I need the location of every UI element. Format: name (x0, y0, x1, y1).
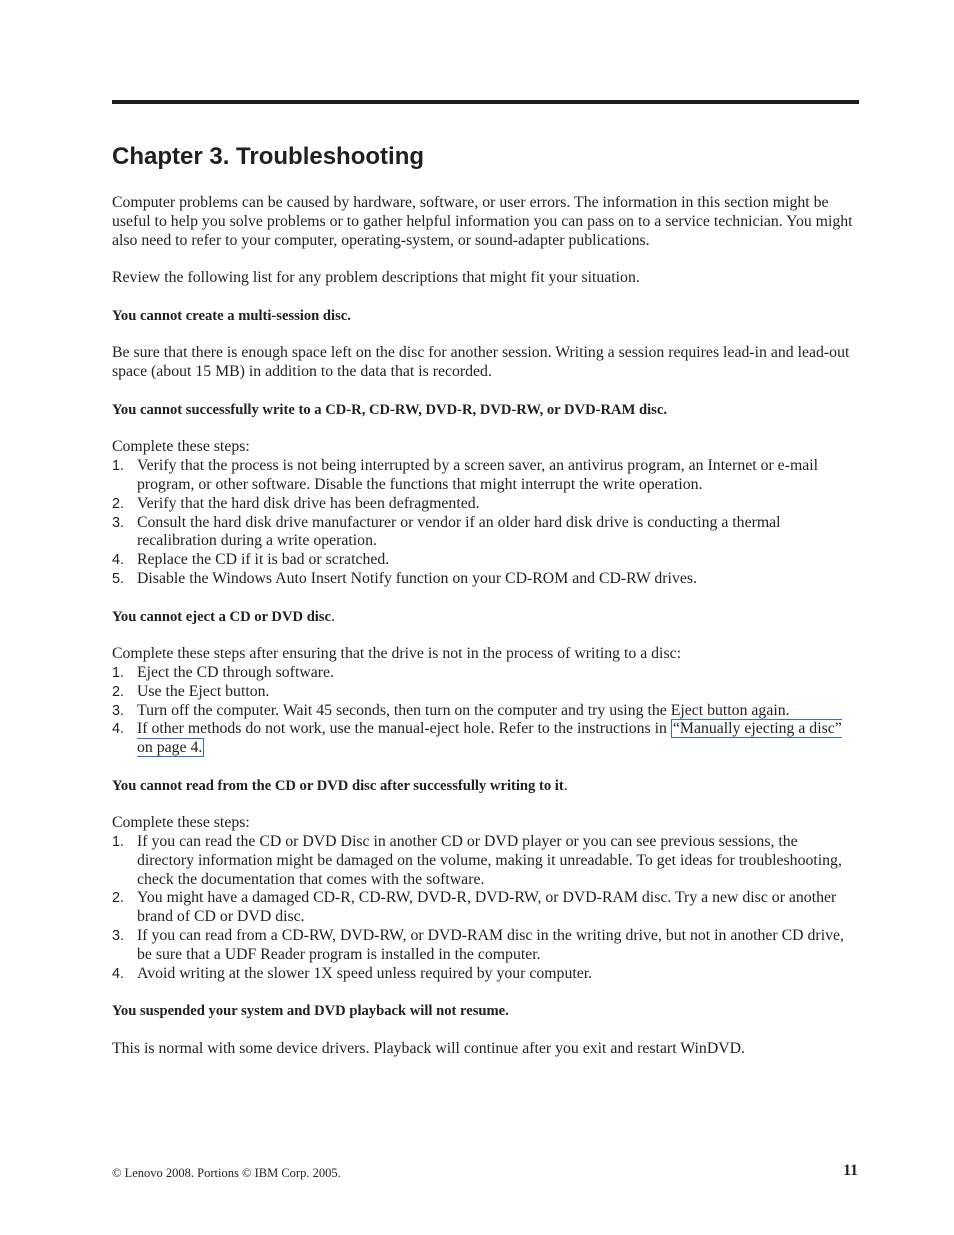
list-item: 2. Use the Eject button. (112, 682, 270, 700)
section-heading: You cannot eject a CD or DVD disc. (112, 607, 335, 625)
section-text: Complete these steps: (112, 814, 250, 832)
section-text: Complete these steps: (112, 438, 250, 456)
section-text: Complete these steps after ensuring that the drive is not in the process of writing to a disc: (112, 645, 681, 663)
list-item: 4. Replace the CD if it is bad or scratched. (112, 551, 390, 569)
section-heading: You cannot create a multi-session disc. (112, 307, 351, 324)
steps-list (112, 664, 858, 758)
manual-eject-link[interactable]: “Manually ejecting a disc” on page 4. (137, 720, 842, 757)
list-item: 3. If you can read from a CD-RW, DVD-RW, or DVD-RAM disc in the writing drive, but not in another CD drive, be sure that a UDF Reader program is installed in the computer. (112, 927, 844, 963)
page-number: 11 (843, 1162, 858, 1179)
list-item: 3. Turn off the computer. Wait 45 seconds, then turn on the computer and try using the Eject button again. (112, 701, 790, 719)
section-heading: You cannot successfully write to a CD-R, CD-RW, DVD-R, DVD-RW, or DVD-RAM disc. (112, 401, 667, 418)
intro-paragraph: Computer problems can be caused by hardware, software, or user errors. The information in this section might be useful to help you solve problems or to gather helpful information you can pass on to a service technician. You might also need to refer to your computer, operating-system, or sound-adapter publications. (112, 194, 853, 249)
section-heading: You cannot read from the CD or DVD disc after successfully writing to it. (112, 776, 568, 794)
list-item: 4. If other methods do not work, use the manual-eject hole. Refer to the instructions in “Manually ejecting a disc” on page 4. (112, 720, 842, 757)
chapter-body (112, 194, 858, 1059)
footer-copyright: © Lenovo 2008. Portions © IBM Corp. 2005. (112, 1166, 341, 1180)
section-text: This is normal with some device drivers. Playback will continue after you exit and restart WinDVD. (112, 1039, 745, 1057)
intro-paragraph: Review the following list for any problem descriptions that might fit your situation. (112, 269, 640, 287)
section-text: Be sure that there is enough space left on the disc for another session. Writing a session requires lead-in and lead-out space (about 15 MB) in addition to the data that is recorded. (112, 344, 850, 381)
list-item: 3. Consult the hard disk drive manufacturer or vendor if an older hard disk drive is conducting a thermal recalibration during a write operation. (112, 513, 781, 550)
steps-list (112, 833, 858, 983)
list-item: 1. Verify that the process is not being interrupted by a screen saver, an antivirus program, an Internet or e-mail program, or other software. Disable the functions that might interrupt the write operation. (112, 457, 819, 493)
list-item: 2. Verify that the hard disk drive has been defragmented. (112, 494, 480, 512)
list-item: 2. You might have a damaged CD-R, CD-RW, DVD-R, DVD-RW, or DVD-RAM disc. Try a new disc or another brand of CD or DVD disc. (112, 889, 837, 926)
list-item: 1. If you can read the CD or DVD Disc in another CD or DVD player or you can see previous sessions, the directory information might be damaged on the volume, making it unreadable. To get ideas for troubleshooting, check the documentation that comes with the software. (112, 833, 842, 888)
section-heading: You suspended your system and DVD playback will not resume. (112, 1003, 509, 1020)
steps-list (112, 457, 858, 589)
chapter-title: Chapter 3. Troubleshooting (112, 143, 425, 170)
document-page (112, 0, 858, 1235)
list-item: 5. Disable the Windows Auto Insert Notify function on your CD-ROM and CD-RW drives. (112, 569, 697, 587)
list-item: 4. Avoid writing at the slower 1X speed unless required by your computer. (112, 964, 593, 982)
chapter-rule (112, 100, 859, 104)
list-item: 1. Eject the CD through software. (112, 663, 334, 681)
